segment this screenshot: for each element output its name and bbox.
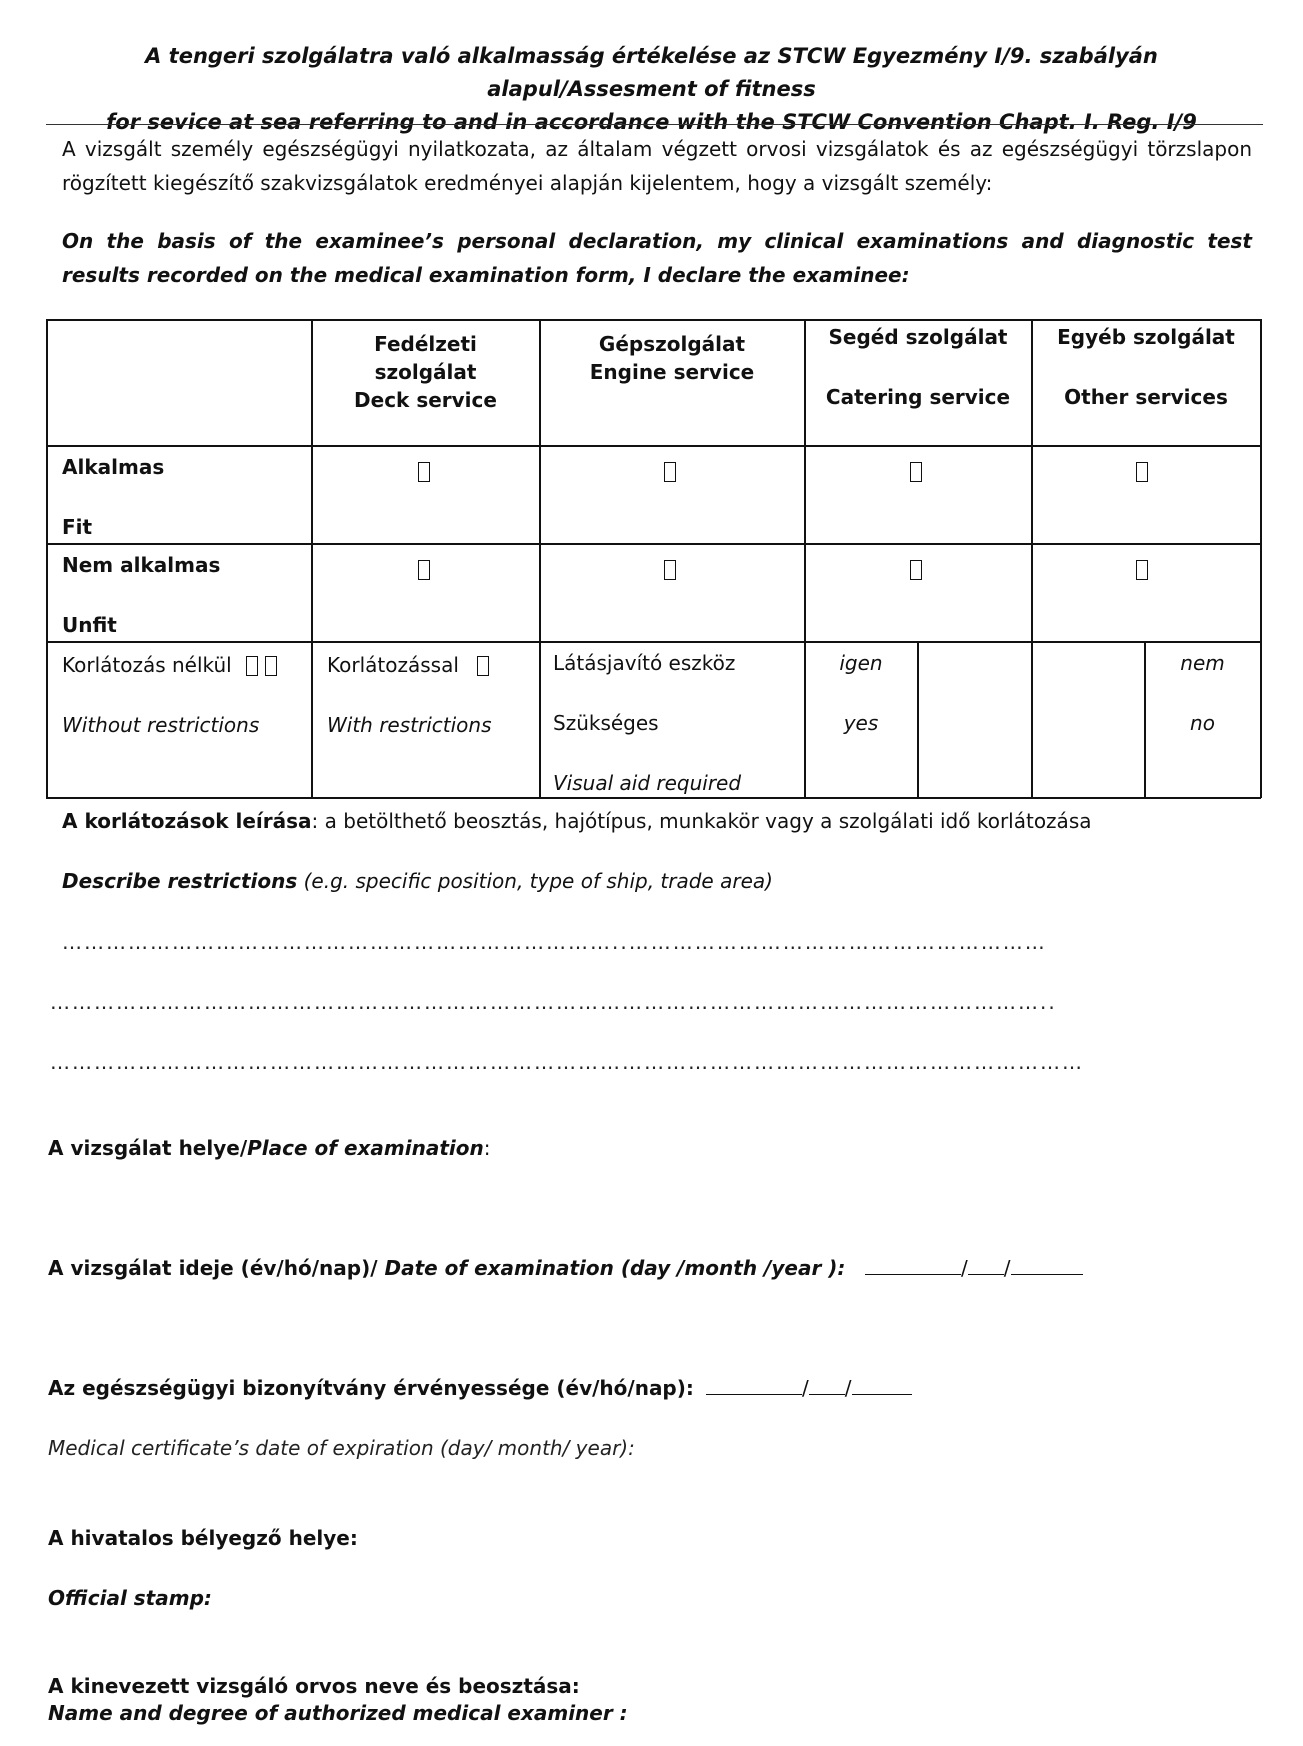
visual-aid-yes-hu: igen [839, 651, 883, 675]
official-stamp-en: Official stamp: [48, 1586, 212, 1610]
date-of-examination: A vizsgálat ideje (év/hó/nap)/ Date of examination (day /month /year ): [48, 1256, 846, 1280]
checkbox-unfit-engine[interactable] [664, 560, 676, 580]
row-fit-en: Fit [62, 515, 93, 539]
checkbox-fit-deck[interactable] [418, 462, 430, 482]
restrictions-line-3[interactable]: …………………………………………………………………………………………………………………………… [50, 1050, 1084, 1074]
checkbox-fit-catering[interactable] [910, 462, 922, 482]
without-restrictions-hu: Korlátozás nélkül [62, 653, 232, 677]
visual-aid-no-en: no [1190, 711, 1215, 735]
row-fit-hu: Alkalmas [62, 455, 165, 479]
place-of-examination: A vizsgálat helye/Place of examination: [48, 1136, 491, 1160]
checkbox-without-restrictions-1[interactable] [246, 656, 258, 676]
examiner-name-en: Name and degree of authorized medical examiner : [48, 1701, 628, 1725]
checkbox-with-restrictions[interactable] [477, 656, 489, 676]
visual-aid-hu-1: Látásjavító eszköz [553, 651, 736, 675]
certificate-validity-hu: Az egészségügyi bizonyítvány érvényessége (év/hó/nap): [48, 1376, 694, 1400]
restrictions-line-2[interactable]: ……………………………………………………………………………………………………………………….. [50, 990, 1057, 1014]
row-unfit-hu: Nem alkalmas [62, 553, 221, 577]
row-unfit-en: Unfit [62, 613, 117, 637]
col-header-deck: Fedélzeti szolgálat Deck service [354, 332, 497, 412]
col-header-catering: Segéd szolgálat Catering service [825, 325, 1011, 409]
date-of-examination-field[interactable]: / / [865, 1256, 1083, 1280]
certificate-validity-en: Medical certificate’s date of expiration (day/ month/ year): [48, 1436, 635, 1460]
with-restrictions-en: With restrictions [327, 713, 492, 737]
checkbox-unfit-other[interactable] [1136, 560, 1148, 580]
with-restrictions-hu: Korlátozással [327, 653, 459, 677]
examiner-name-hu: A kinevezett vizsgáló orvos neve és beosztása: [48, 1674, 580, 1698]
checkbox-unfit-deck[interactable] [418, 560, 430, 580]
without-restrictions-en: Without restrictions [62, 713, 260, 737]
restrictions-desc-hu: A korlátozások leírása: a betölthető beosztás, hajótípus, munkakör vagy a szolgálati idő korlátozása [62, 809, 1092, 833]
col-header-engine: Gépszolgálat Engine service [589, 332, 755, 384]
col-header-other: Egyéb szolgálat Other services [1057, 325, 1235, 409]
official-stamp-hu: A hivatalos bélyegző helye: [48, 1526, 358, 1550]
checkbox-fit-other[interactable] [1136, 462, 1148, 482]
checkbox-fit-engine[interactable] [664, 462, 676, 482]
certificate-validity-field[interactable]: / / [706, 1376, 912, 1400]
checkbox-without-restrictions-2[interactable] [265, 656, 277, 676]
header-divider [46, 124, 1263, 125]
title-line-2: for sevice at sea referring to and in accordance with the STCW Convention Chapt. I. Reg. I/9 [106, 110, 1197, 134]
title-line-1: A tengeri szolgálatra való alkalmasság értékelése az STCW Egyezmény I/9. szabályán alapul/Assesment of fitness [145, 44, 1158, 101]
intro-hu: A vizsgált személy egészségügyi nyilatkozata, az általam végzett orvosi vizsgálatok és az egészségügyi törzslapon rögzített kiegészítő szakvizsgálatok eredményei alapján kijelentem, hogy a vizsgált személy: [62, 137, 1252, 195]
intro-en: On the basis of the examinee’s personal declaration, my clinical examinations and diagnostic test results recorded on the medical examination form, I declare the examinee: [62, 229, 1252, 287]
visual-aid-yes-en: yes [843, 711, 879, 735]
visual-aid-no-hu: nem [1180, 651, 1225, 675]
visual-aid-en: Visual aid required [553, 771, 742, 795]
checkbox-unfit-catering[interactable] [910, 560, 922, 580]
visual-aid-hu-2: Szükséges [553, 711, 659, 735]
restrictions-line-1[interactable]: …………………………………………………………………..………………………………………………… [62, 930, 1047, 954]
restrictions-desc-en: Describe restrictions (e.g. specific position, type of ship, trade area) [62, 869, 773, 893]
